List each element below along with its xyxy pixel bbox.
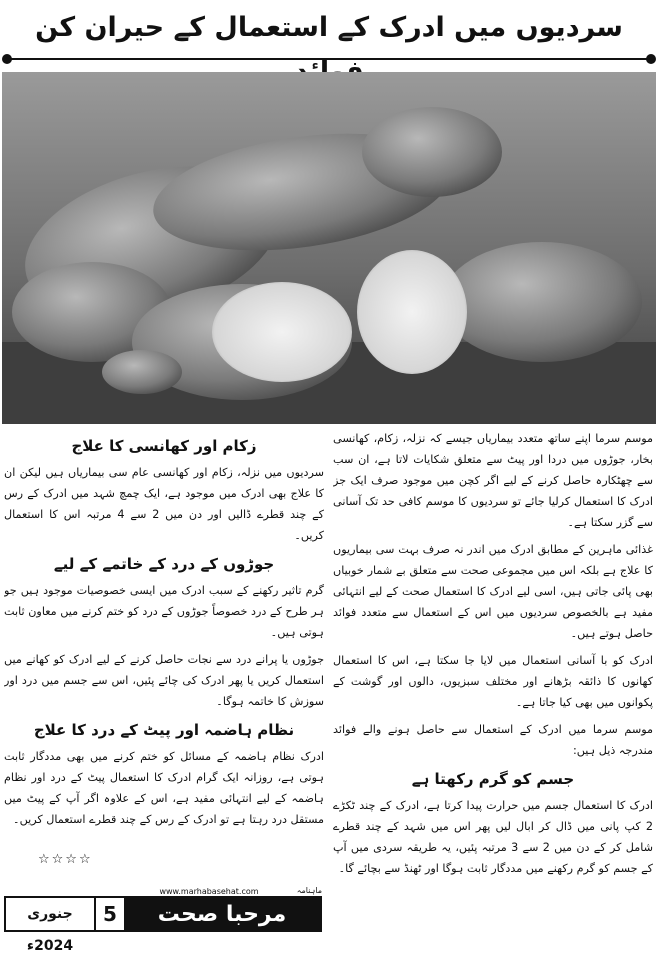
usage-paragraph: ادرک کو با آسانی استعمال میں لایا جا سکتا ہے، اس کا استعمال کھانوں کا ذائقہ بڑھانے اور مختلف سبزیوں، دالوں اور گوشت کے پکوانوں میں بھی کیا جاتا ہے۔ [333, 654, 653, 709]
page-title: سردیوں میں ادرک کے استعمال کے حیران کن [35, 12, 623, 43]
joint-pain-paragraph-1: گرم تاثیر رکھنے کے سبب ادرک میں ایسی خصوصیات موجود ہیں جو ہر طرح کے درد خصوصاً جوڑوں کے درد کو ختم کرنے میں معاون ثابت ہوتی ہیں۔ [4, 584, 324, 639]
joint-pain-paragraph-2: جوڑوں یا پرانے درد سے نجات حاصل کرنے کے لیے ادرک کو کھانے میں استعمال کریں یا پھر ادرک کی چائے پئیں، اس سے جسم میں درد اور سوزش کا خاتمہ ہوگا۔ [4, 653, 324, 708]
intro-paragraph: موسم سرما اپنے ساتھ متعدد بیماریاں جیسے کہ نزلہ، زکام، کھانسی بخار، جوڑوں میں دردا اور پیٹ سے متعلق شکایات لاتا ہے، ان سب سے چھٹکارہ حاصل کرنے کے لیے اگر کچن میں موجود صرف ایک جز ادرک کا استعمال کرلیا جائے تو سردیوں کا موسم کافی حد تک آسانی سے گزر سکتا ہے۔ [333, 432, 653, 529]
heading-digestion: نظام ہاضمہ اور پیٹ کے درد کا علاج [33, 721, 295, 739]
website-url[interactable]: www.marhabasehat.com [154, 886, 264, 898]
magazine-tag: ماہنامہ [296, 886, 322, 895]
end-stars: ☆☆☆☆ [38, 852, 93, 867]
experts-paragraph: غذائی ماہرین کے مطابق ادرک میں اندر نہ صرف بہت سی بیماریوں کا علاج ہے بلکہ اس میں مجموعی صحت سے متعلق بے شمار خوبیاں بھی پائی جاتی ہیں، اسی لیے ادرک کا استعمال صحت کے لیے انتہائی مفید ہے بالخصوص سردیوں میں اس کے استعمال سے متعدد فوائد حاصل ہوتے ہیں۔ [333, 543, 653, 640]
right-column [333, 428, 653, 933]
ginger-illustration [2, 72, 656, 424]
issue-number: 5 [96, 898, 124, 930]
digestion-paragraph: ادرک نظام ہاضمہ کے مسائل کو ختم کرنے میں بھی مددگار ثابت ہوتی ہے، روزانہ ایک گرام ادرک کا استعمال پیٹ کے درد اور نظام ہاضمہ کے لیے انتہائی مفید ہے، اس کے علاوہ اگر آپ کے پیٹ میں مستقل درد رہتا ہے تو ادرک کے رس کے چند قطرے استعمال کریں۔ [4, 750, 324, 826]
heading-keeps-body-warm: جسم کو گرم رکھتا ہے [411, 770, 575, 788]
issue-date: جنوری 2024ء [6, 898, 94, 930]
ginger-photo [2, 72, 656, 424]
left-column [4, 428, 324, 884]
heading-cold-cough: زکام اور کھانسی کا علاج [71, 437, 257, 455]
cold-cough-paragraph: سردیوں میں نزلہ، زکام اور کھانسی عام سی بیماریاں ہیں لیکن ان کا علاج بھی ادرک میں موجود ہے، ایک چمچ شہد میں ادرک کے رس کے چند قطرے ڈالیں اور دن میں 2 سے 4 مرتبہ اس کا استعمال کریں۔ [4, 466, 324, 542]
footer [4, 886, 322, 954]
divider-dot-left [2, 54, 12, 64]
warmth-paragraph: ادرک کا استعمال جسم میں حرارت پیدا کرتا ہے، ادرک کے چند ٹکڑے 2 کپ پانی میں ڈال کر ابال لیں پھر اس میں شہد کے چند قطرے شامل کر کے دن میں 2 سے 3 مرتبہ پئیں، یہ طریقہ سردی میں آپ کے جسم کو گرم رکھنے میں مددگار ثابت ہوگا اور ٹھنڈ سے بچائے گا۔ [333, 799, 653, 875]
title-divider [6, 58, 652, 60]
divider-dot-right [646, 54, 656, 64]
benefits-intro-paragraph: موسم سرما میں ادرک کے استعمال سے حاصل ہونے والے فوائد مندرجہ ذیل ہیں: [333, 723, 653, 757]
heading-joint-pain: جوڑوں کے درد کے خاتمے کے لیے [53, 555, 275, 573]
magazine-name: مرحبا صحت [157, 902, 287, 927]
